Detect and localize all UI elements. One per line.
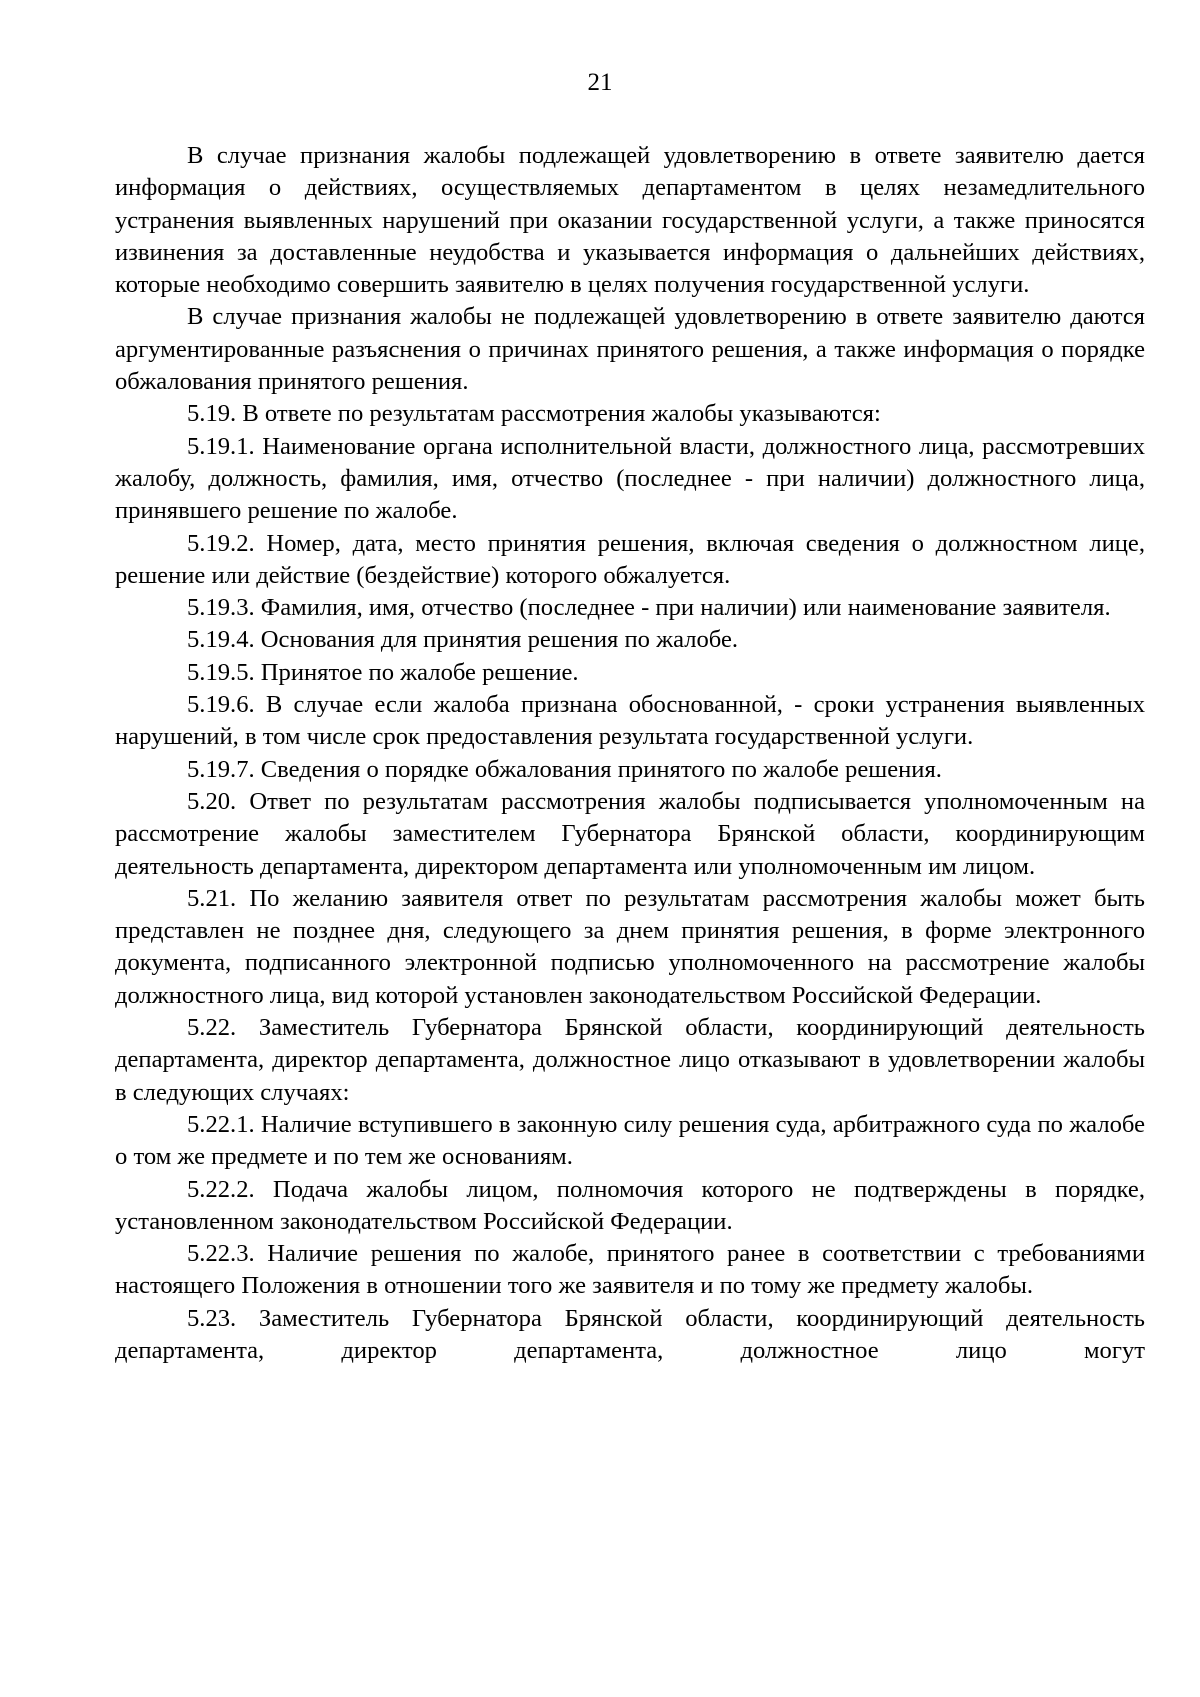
paragraph: 5.21. По желанию заявителя ответ по результатам рассмотрения жалобы может быть представлен не позднее дня, следующего за днем принятия решения, в форме электронного документа, подписанного электронной подписью уполномоченного на рассмотрение жалобы должностного лица, вид которой установлен законодательством Российской Федерации. (115, 884, 1145, 1009)
paragraph: 5.20. Ответ по результатам рассмотрения жалобы подписывается уполномоченным на рассмотрение жалобы заместителем Губернатора Брянской области, координирующим деятельность департамента, директором департамента или уполномоченным им лицом. (115, 787, 1145, 880)
page-number: 21 (587, 69, 613, 96)
paragraph: В случае признания жалобы подлежащей удовлетворению в ответе заявителю дается информация о действиях, осуществляемых департаментом в целях незамедлительного устранения выявленных нарушений при оказании государственной услуги, а также приносятся извинения за доставленные неудобства и указывается информация о дальнейших действиях, которые необходимо совершить заявителю в целях получения государственной услуги. (115, 142, 1145, 299)
paragraph: 5.19.6. В случае если жалоба признана обоснованной, - сроки устранения выявленных нарушений, в том числе срок предоставления результата государственной услуги. (115, 691, 1145, 751)
paragraph: 5.22. Заместитель Губернатора Брянской области, координирующий деятельность департамента, директор департамента, должностное лицо отказывают в удовлетворении жалобы в следующих случаях: (115, 1014, 1145, 1106)
paragraph: В случае признания жалобы не подлежащей удовлетворению в ответе заявителю даются аргументированные разъяснения о причинах принятого решения, а также информация о порядке обжалования принятого решения. (115, 303, 1145, 396)
paragraph: 5.23. Заместитель Губернатора Брянской области, координирующий деятельность департамента, директор департамента, должностное лицо могут (115, 1304, 1145, 1364)
paragraph: 5.19.5. Принятое по жалобе решение. (187, 658, 579, 686)
document-body (115, 140, 1145, 1367)
paragraph: 5.22.3. Наличие решения по жалобе, принятого ранее в соответствии с требованиями настоящего Положения в отношении того же заявителя и по тому же предмету жалобы. (115, 1240, 1145, 1300)
paragraph: 5.19.1. Наименование органа исполнительной власти, должностного лица, рассмотревших жалобу, должность, фамилия, имя, отчество (последнее - при наличии) должностного лица, принявшего решение по жалобе. (115, 432, 1145, 525)
paragraph: 5.19. В ответе по результатам рассмотрения жалобы указываются: (187, 400, 881, 428)
paragraph: 5.22.1. Наличие вступившего в законную силу решения суда, арбитражного суда по жалобе о том же предмете и по тем же основаниям. (115, 1110, 1145, 1171)
paragraph: 5.19.7. Сведения о порядке обжалования принятого по жалобе решения. (187, 755, 942, 783)
paragraph: 5.19.3. Фамилия, имя, отчество (последнее - при наличии) или наименование заявителя. (187, 594, 1111, 622)
paragraph: 5.19.2. Номер, дата, место принятия решения, включая сведения о должностном лице, решение или действие (бездействие) которого обжалуется. (115, 529, 1145, 589)
paragraph: 5.19.4. Основания для принятия решения по жалобе. (187, 626, 739, 654)
paragraph: 5.22.2. Подача жалобы лицом, полномочия которого не подтверждены в порядке, установленном законодательством Российской Федерации. (115, 1175, 1145, 1235)
